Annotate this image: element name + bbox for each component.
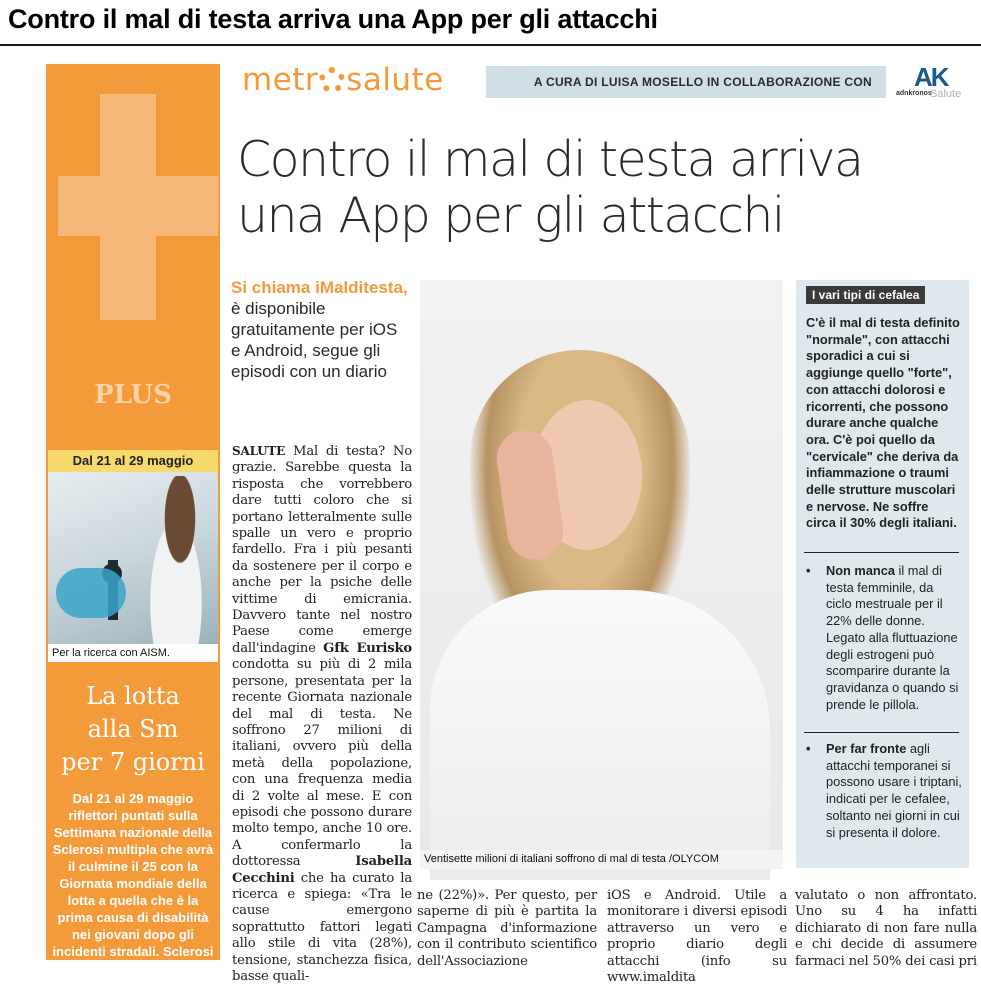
bullet-lead: Per far fronte bbox=[826, 741, 907, 756]
section-label: SALUTE bbox=[232, 444, 286, 458]
body-bold-name: Gfk Eurisko bbox=[323, 640, 412, 656]
sm-body: Dal 21 al 29 maggio riflettori puntati sulla Settimana nazionale della Sclerosi multipla che avrà il culmine il 25 con la Giornata mondiale della lotta a quella che è la prima causa di disabilità nei giovani dopo gli incidenti stradali. Sclerosi bbox=[52, 791, 214, 959]
article-photo-caption: Ventisette milioni di italiani soffrono di mal di testa /OLYCOM bbox=[420, 850, 783, 869]
sm-title-line: La lotta bbox=[86, 682, 180, 710]
lab-photo bbox=[48, 472, 218, 644]
photo-shirt bbox=[430, 590, 770, 880]
bullet-text bbox=[826, 563, 962, 713]
article-column-4: valutato o non affrontato. Uno su 4 ha infatti dichiarato di non fare nulla e chi decide di assumere farmaci nel 50% dei casi pri bbox=[795, 888, 977, 969]
article-title-line: Contro il mal di testa arriva bbox=[237, 131, 863, 188]
salute-wordmark: Salute bbox=[930, 88, 962, 100]
sidebar-divider bbox=[804, 552, 959, 553]
bullet-text bbox=[826, 741, 962, 841]
adnkronos-logo: AK bbox=[914, 62, 948, 92]
bullet-body: il mal di testa femminile, da ciclo mestruale per il 22% delle donne. Legato alla fluttuazione degli estrogeni può scomparire durante la gravidanza o quando si prende le pillola. bbox=[826, 563, 959, 712]
bullet-icon: • bbox=[806, 563, 811, 578]
article-photo bbox=[420, 280, 783, 869]
article-lead bbox=[231, 277, 411, 382]
sidebar-intro: C'è il mal di testa definito "normale", con attacchi sporadici a cui si aggiunge quello "forte", con attacchi dolorosi e ricorrenti, che possono durare anche qualche ora. C'è poi quello da "cervicale" che deriva da infiammazione o traumi delle strutture muscolari e nervose. Ne soffre circa il 30% degli italiani. bbox=[806, 315, 960, 531]
sm-title-line: per 7 giorni bbox=[61, 748, 205, 776]
brand-gear-icon bbox=[319, 67, 345, 93]
body-text: Mal di testa? No grazie. Sarebbe questa la risposta che vorrebbero dare tutti coloro che si portano letteralmente sulle spalle un vero e proprio fardello. Fra i più pesanti da sostenere per il corpo e anche per la psiche delle vittime di emicrania. Davvero tante nel nostro Paese come emerge dall'indagine bbox=[232, 444, 412, 656]
lead-text: è disponibile gratuitamente per iOS e Android, segue gli episodi con un diario bbox=[231, 299, 398, 381]
sidebar-label: I vari tipi di cefalea bbox=[806, 286, 925, 304]
body-text: che ha curato la ricerca e spiega: «Tra le cause emergono soprattutto fattori legati allo stile di vita (28%), tensione, stanchezza fisica, basse quali- bbox=[232, 870, 412, 984]
credit-bar: A CURA DI LUISA MOSELLO IN COLLABORAZIONE CON bbox=[486, 66, 886, 98]
lead-highlight: Si chiama iMalditesta, bbox=[231, 278, 408, 297]
article-title-line: una App per gli attacchi bbox=[237, 187, 784, 244]
body-text: condotta su più di 2 mila persone, presentata per la recente Giornata nazionale del mal di testa. Ne soffrono 27 milioni di italiani, ovvero più della metà della popolazione, con una frequenza media di 2 volte al mese. E con episodi che possono durare molto tempo, anche 10 ore. A confermarlo la dottoressa bbox=[232, 657, 412, 870]
plus-cross-icon-bar bbox=[58, 176, 218, 236]
plus-label: PLUS bbox=[94, 380, 172, 410]
researcher-figure bbox=[136, 476, 216, 646]
article-column-2: ne (22%)». Per questo, per saperne di più è partita la Campagna d'informazione con il contributo scientifico dell'Associazione bbox=[417, 888, 597, 969]
article-column-3: iOS e Android. Utile a monitorare i diversi episodi attraverso un vero e proprio diario degli attacchi (info su www.imaldita bbox=[607, 888, 787, 986]
bullet-body: agli attacchi temporanei si possono usare i triptani, indicati per le cefalee, soltanto nei giorni in cui si presenta il dolore. bbox=[826, 741, 962, 840]
glove-shape bbox=[56, 568, 126, 618]
sidebar-divider bbox=[804, 732, 959, 733]
sm-title bbox=[46, 680, 220, 779]
article-title bbox=[237, 132, 977, 244]
article-column-1 bbox=[232, 443, 412, 984]
sm-title-line: alla Sm bbox=[87, 715, 179, 743]
date-banner: Dal 21 al 29 maggio bbox=[48, 450, 218, 472]
lab-photo-caption: Per la ricerca con AISM. bbox=[48, 644, 218, 662]
page-headline: Contro il mal di testa arriva una App per gli attacchi bbox=[8, 4, 658, 34]
adnkronos-wordmark: adnkronos bbox=[896, 90, 932, 97]
section-brand bbox=[242, 62, 444, 98]
bullet-lead: Non manca bbox=[826, 563, 895, 578]
bullet-icon: • bbox=[806, 741, 811, 756]
body-bold-name: Isabella Cecchini bbox=[232, 854, 412, 886]
brand-suffix: salute bbox=[346, 62, 444, 98]
headline-bar bbox=[0, 0, 981, 46]
brand-prefix: metr bbox=[242, 62, 319, 98]
